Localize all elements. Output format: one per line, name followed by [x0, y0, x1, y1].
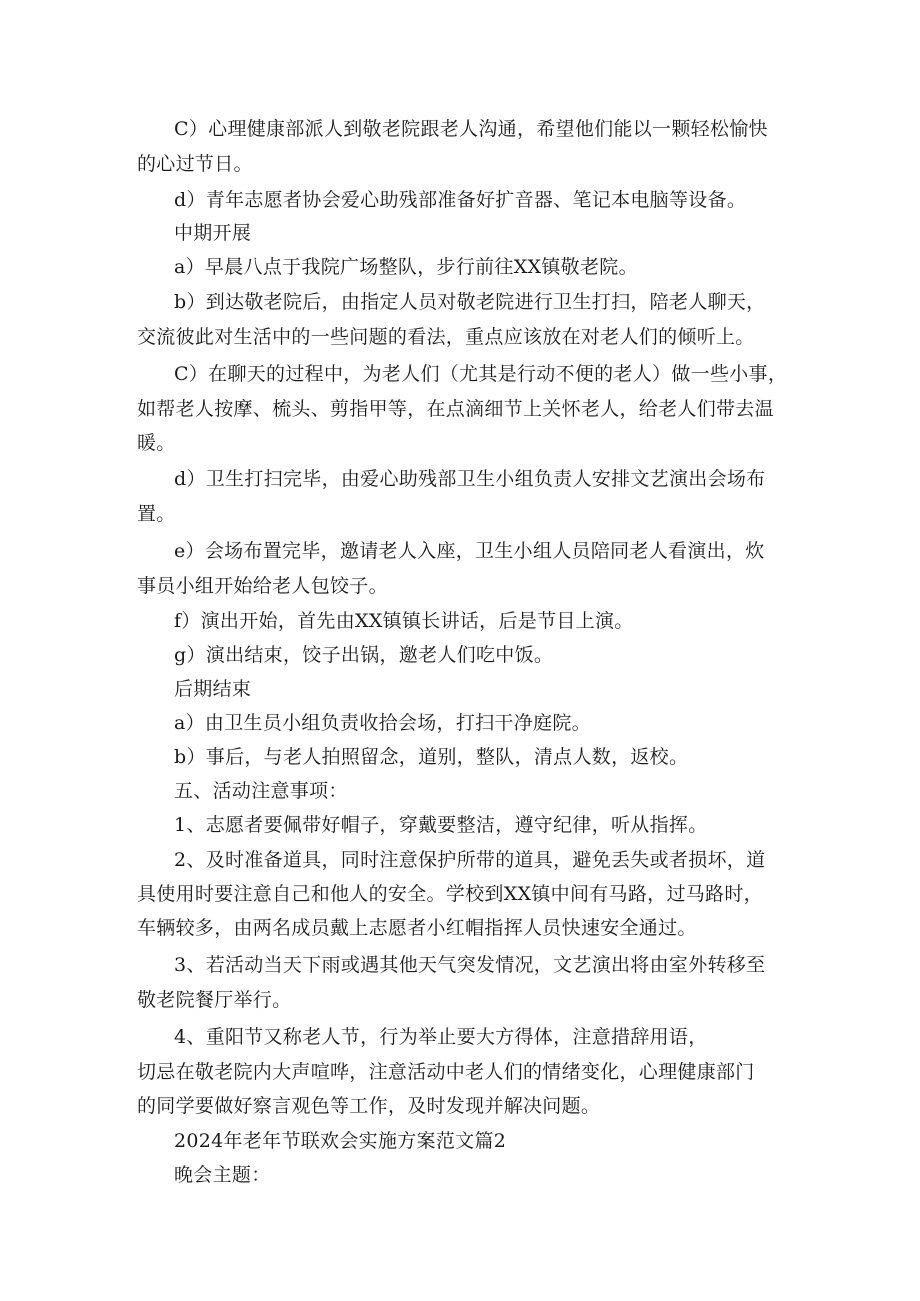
text-line: 2、及时准备道具，同时注意保护所带的道具，避免丢失或者损坏，道 [174, 849, 766, 871]
text-line: a）由卫生员小组负责收拾会场，打扫干净庭院。 [174, 712, 591, 734]
text-line: a）早晨八点于我院广场整队，步行前往XX镇敬老院。 [174, 256, 638, 278]
text-line: 置。 [137, 503, 176, 525]
text-line: 暖。 [137, 432, 176, 454]
text-line: 晚会主题： [174, 1164, 271, 1186]
text-line: g）演出结束，饺子出锅，邀老人们吃中饭。 [174, 644, 554, 666]
text-line: b）到达敬老院后，由指定人员对敬老院进行卫生打扫，陪老人聊天， [174, 291, 766, 313]
text-line: e）会场布置完毕，邀请老人入座，卫生小组人员陪同老人看演出，炊 [174, 540, 765, 562]
document-body [137, 112, 792, 1192]
text-line: 事员小组开始给老人包饺子。 [137, 575, 388, 597]
text-line: 交流彼此对生活中的一些问题的看法，重点应该放在对老人们的倾听上。 [137, 326, 755, 348]
text-line: b）事后，与老人拍照留念，道别，整队，清点人数，返校。 [174, 746, 689, 768]
text-line: 的同学要做好察言观色等工作，及时发现并解决问题。 [137, 1095, 601, 1117]
section-heading: 2024年老年节联欢会实施方案范文篇2 [174, 1130, 507, 1152]
text-line: C）在聊天的过程中，为老人们（尤其是行动不便的老人）做一些小事， [174, 363, 788, 385]
text-line: 具使用时要注意自己和他人的安全。学校到XX镇中间有马路，过马路时， [137, 883, 763, 905]
text-line: 的心过节日。 [137, 153, 253, 175]
text-line: 3、若活动当天下雨或遇其他天气突发情况，文艺演出将由室外转移至 [174, 954, 766, 976]
text-line: 车辆较多，由两名成员戴上志愿者小红帽指挥人员快速安全通过。 [137, 917, 697, 939]
section-heading: 中期开展 [174, 222, 252, 244]
text-line: C）心理健康部派人到敬老院跟老人沟通，希望他们能以一颗轻松愉快 [174, 118, 768, 140]
text-line: d）青年志愿者协会爱心助残部准备好扩音器、笔记本电脑等设备。 [174, 189, 747, 211]
text-line: 4、重阳节又称老人节，行为举止要大方得体，注意措辞用语， [174, 1026, 708, 1048]
text-line: f）演出开始，首先由XX镇镇长讲话，后是节目上演。 [174, 610, 634, 632]
text-line: d）卫生打扫完毕，由爱心助残部卫生小组负责人安排文艺演出会场布 [174, 468, 766, 490]
text-line: 1、志愿者要佩带好帽子，穿戴要整洁，遵守纪律，听从指挥。 [174, 814, 708, 836]
text-line: 切忌在敬老院内大声喧哗，注意活动中老人们的情绪变化，心理健康部门 [137, 1061, 755, 1083]
section-heading: 五、活动注意事项： [174, 780, 348, 802]
text-line: 如帮老人按摩、梳头、剪指甲等，在点滴细节上关怀老人，给老人们带去温 [137, 398, 774, 420]
section-heading: 后期结束 [174, 678, 252, 700]
text-line: 敬老院餐厅举行。 [137, 989, 292, 1011]
